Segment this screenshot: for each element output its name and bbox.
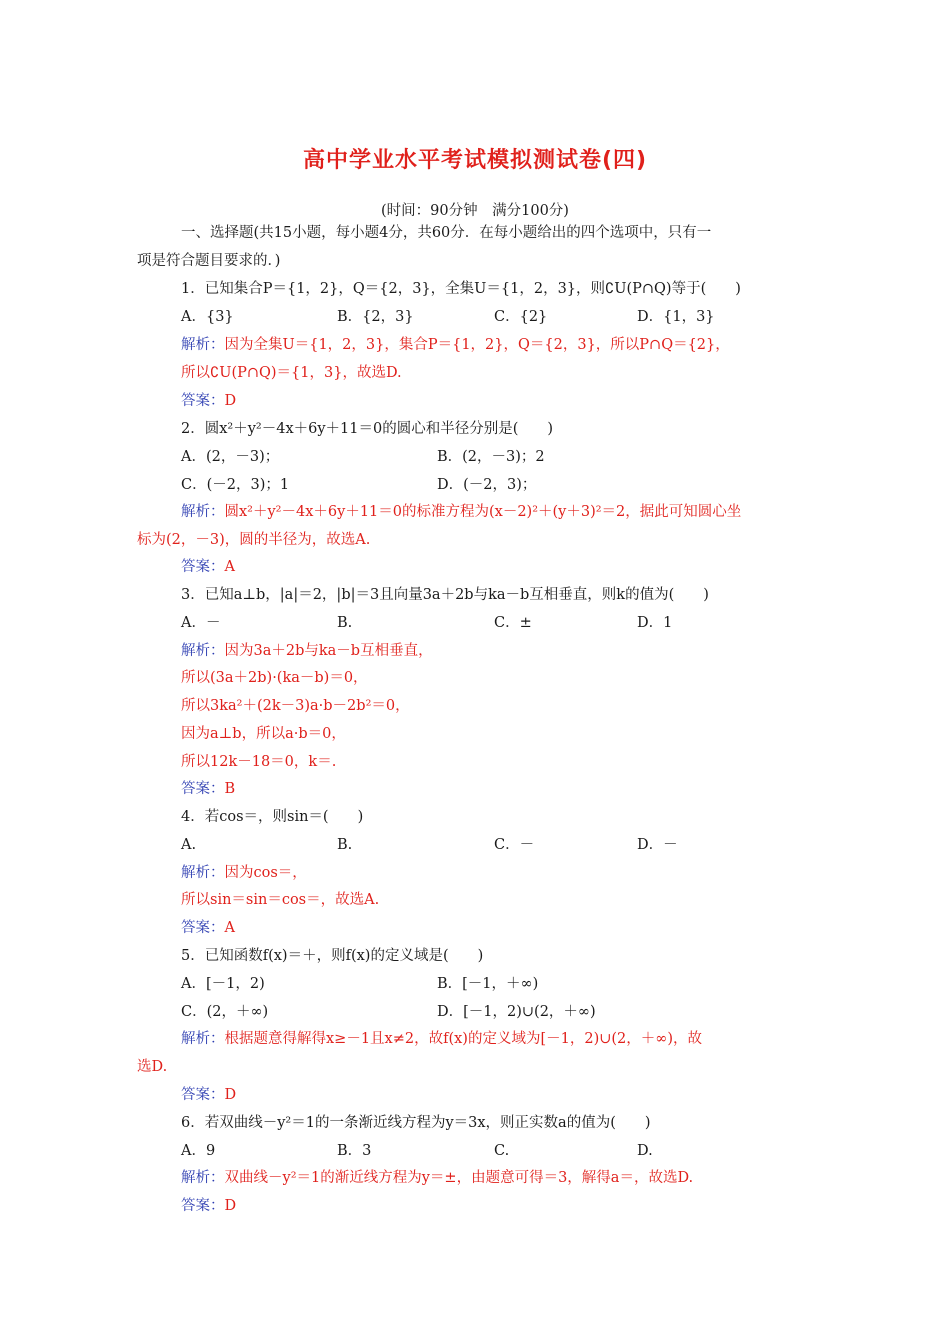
q5-analysis-2: 选D. bbox=[137, 1059, 168, 1075]
q4-answer: 答案：A bbox=[181, 920, 235, 936]
answer-label: 答案： bbox=[181, 920, 225, 936]
q6-option-a: A．9 bbox=[181, 1143, 216, 1159]
analysis-label: 解析： bbox=[181, 337, 225, 353]
q3-analysis-5: 所以12k－18＝0，k＝. bbox=[181, 754, 337, 770]
q3-analysis-2: 所以(3a＋2b)·(ka－b)＝0， bbox=[181, 670, 368, 686]
q2-option-a: A．(2，－3)； bbox=[181, 449, 280, 465]
q1-stem: 1．已知集合P＝{1，2}，Q＝{2，3}，全集U＝{1，2，3}，则∁U(P∩Q)等于( ) bbox=[181, 281, 741, 297]
q3-answer: 答案：B bbox=[181, 781, 236, 797]
q3-option-b: B. bbox=[337, 615, 353, 631]
analysis-label: 解析： bbox=[181, 504, 225, 520]
q1-analysis-2: 所以∁U(P∩Q)＝{1，3}，故选D. bbox=[181, 365, 402, 381]
instructions-line-2: 项是符合题目要求的．) bbox=[137, 253, 281, 269]
analysis-label: 解析： bbox=[181, 1170, 225, 1186]
q4-stem: 4．若cos＝，则sin＝( ) bbox=[181, 809, 364, 825]
q3-option-c: C．± bbox=[494, 615, 532, 631]
q4-option-d: D．－ bbox=[637, 837, 678, 853]
q6-analysis-1: 解析：双曲线－y²＝1的渐近线方程为y＝±，由题意可得＝3，解得a＝，故选D. bbox=[181, 1170, 694, 1186]
q2-analysis-2: 标为(2，－3)，圆的半径为，故选A. bbox=[137, 532, 371, 548]
q5-option-a: A．[－1，2) bbox=[181, 976, 265, 992]
q2-analysis-1: 解析：圆x²＋y²－4x＋6y＋11＝0的标准方程为(x－2)²＋(y＋3)²＝2，据此可知圆心坐 bbox=[181, 504, 742, 520]
q6-option-c: C. bbox=[494, 1143, 510, 1159]
q5-option-b: B．[－1，＋∞) bbox=[437, 976, 539, 992]
q4-option-a: A. bbox=[181, 837, 197, 853]
q4-analysis-2: 所以sin＝sin＝cos＝，故选A. bbox=[181, 892, 380, 908]
q5-option-d: D．[－1，2)∪(2，＋∞) bbox=[437, 1004, 596, 1020]
q6-answer: 答案：D bbox=[181, 1198, 237, 1214]
q4-analysis-1: 解析：因为cos＝， bbox=[181, 865, 307, 881]
q1-answer: 答案：D bbox=[181, 393, 237, 409]
q2-option-c: C．(－2，3)；1 bbox=[181, 477, 290, 493]
q2-option-b: B．(2，－3)；2 bbox=[437, 449, 545, 465]
q4-option-c: C．－ bbox=[494, 837, 535, 853]
q5-option-c: C．(2，＋∞) bbox=[181, 1004, 269, 1020]
q1-option-c: C．{2} bbox=[494, 309, 548, 325]
analysis-label: 解析： bbox=[181, 643, 225, 659]
page-title: 高中学业水平考试模拟测试卷(四) bbox=[302, 148, 648, 173]
analysis-label: 解析： bbox=[181, 865, 225, 881]
q4-option-b: B. bbox=[337, 837, 353, 853]
q1-option-d: D．{1，3} bbox=[637, 309, 715, 325]
exam-info: (时间：90分钟 满分100分) bbox=[381, 203, 569, 219]
answer-label: 答案： bbox=[181, 781, 225, 797]
q1-analysis-1: 解析：因为全集U＝{1，2，3}，集合P＝{1，2}，Q＝{2，3}，所以P∩Q＝{2}， bbox=[181, 337, 730, 353]
q3-option-a: A．－ bbox=[181, 615, 221, 631]
q1-option-a: A．{3} bbox=[181, 309, 234, 325]
q6-option-b: B．3 bbox=[337, 1143, 372, 1159]
q3-option-d: D．1 bbox=[637, 615, 673, 631]
q5-analysis-1: 解析：根据题意得解得x≥－1且x≠2，故f(x)的定义域为[－1，2)∪(2，＋∞)，故 bbox=[181, 1031, 702, 1047]
instructions-line-1: 一、选择题(共15小题，每小题4分，共60分．在每小题给出的四个选项中，只有一 bbox=[181, 225, 712, 241]
q2-stem: 2．圆x²＋y²－4x＋6y＋11＝0的圆心和半径分别是( ) bbox=[181, 421, 554, 437]
answer-label: 答案： bbox=[181, 1087, 225, 1103]
answer-label: 答案： bbox=[181, 1198, 225, 1214]
analysis-label: 解析： bbox=[181, 1031, 225, 1047]
answer-label: 答案： bbox=[181, 393, 225, 409]
q3-stem: 3．已知a⊥b，|a|＝2，|b|＝3且向量3a＋2b与ka－b互相垂直，则k的值为( ) bbox=[181, 587, 709, 603]
q3-analysis-4: 因为a⊥b，所以a·b＝0， bbox=[181, 726, 346, 742]
q2-answer: 答案：A bbox=[181, 559, 235, 575]
q5-stem: 5．已知函数f(x)＝＋，则f(x)的定义域是( ) bbox=[181, 948, 484, 964]
q6-option-d: D. bbox=[637, 1143, 653, 1159]
q3-analysis-3: 所以3ka²＋(2k－3)a·b－2b²＝0， bbox=[181, 698, 410, 714]
q5-answer: 答案：D bbox=[181, 1087, 237, 1103]
q3-analysis-1: 解析：因为3a＋2b与ka－b互相垂直， bbox=[181, 643, 433, 659]
q6-stem: 6．若双曲线－y²＝1的一条渐近线方程为y＝3x，则正实数a的值为( ) bbox=[181, 1115, 651, 1131]
q1-option-b: B．{2，3} bbox=[337, 309, 414, 325]
answer-label: 答案： bbox=[181, 559, 225, 575]
q2-option-d: D．(－2，3)； bbox=[437, 477, 537, 493]
